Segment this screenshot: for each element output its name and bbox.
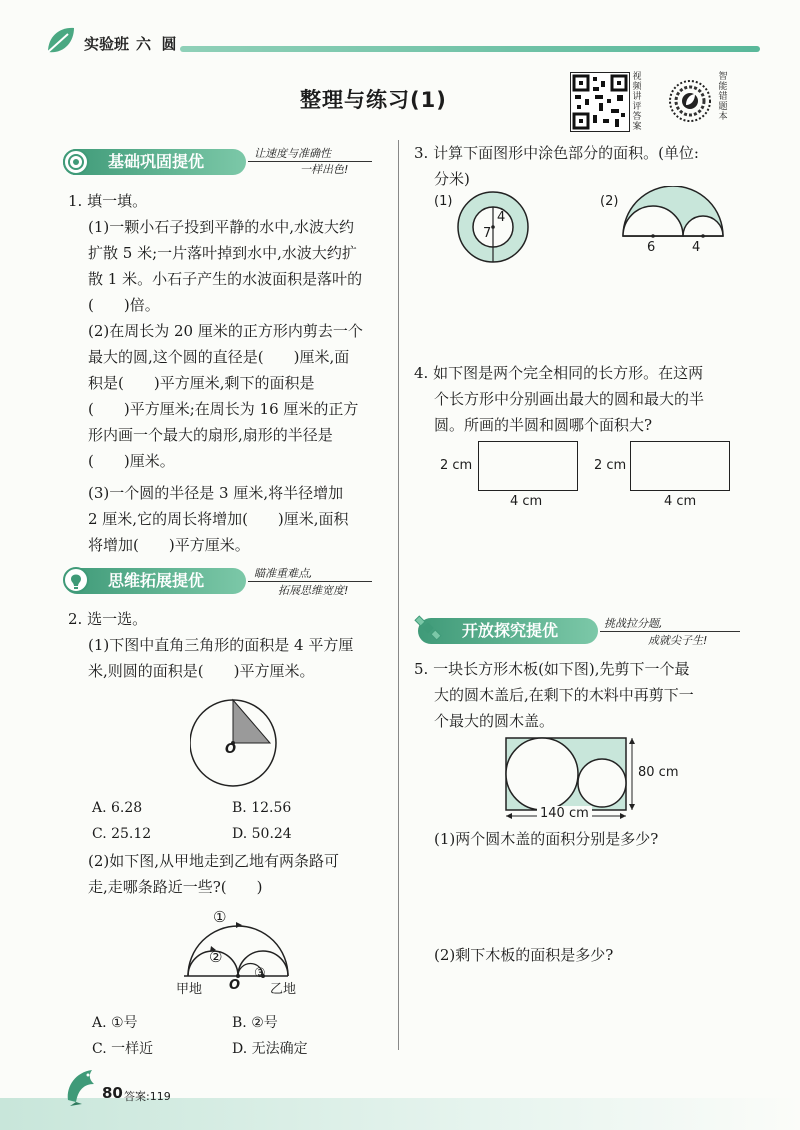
section-slogan-2b: 拓展思维宽度! — [278, 584, 349, 597]
rect1-height-label: 2 cm — [440, 458, 473, 473]
header-rule — [180, 46, 760, 52]
q3-fig2-label: (2) — [600, 194, 619, 209]
slogan-rule — [600, 631, 740, 632]
right-diameter-label: 4 — [692, 240, 701, 255]
inner-radius-label: 4 — [497, 210, 506, 225]
semicircles-figure — [618, 186, 728, 242]
section-slogan-3b: 成就尖子生! — [648, 634, 708, 647]
q2-2-option-d[interactable]: D. 无法确定 — [232, 1041, 308, 1057]
two-paths-figure — [180, 912, 310, 982]
target-icon-front — [62, 148, 90, 176]
section-slogan-2a: 瞄准重难点, — [254, 567, 313, 580]
q5-subquestion-1: (1)两个圆木盖的面积分别是多少? — [434, 830, 659, 848]
section-slogan-1a: 让速度与准确性 — [254, 147, 331, 160]
lightbulb-icon — [62, 566, 90, 594]
q2-1-option-c[interactable]: C. 25.12 — [92, 826, 152, 842]
rectangle-1 — [478, 441, 578, 491]
q5-subquestion-2: (2)剩下木板的面积是多少? — [434, 946, 614, 964]
q3-fig1-label: (1) — [434, 194, 453, 209]
end-point-label: 乙地 — [270, 982, 297, 997]
slogan-rule — [248, 161, 372, 162]
section-slogan-1b: 一样出色! — [300, 163, 349, 176]
qr-right-caption: 智能错题本 — [718, 72, 728, 122]
q1-heading: 1. 填一填。 — [68, 192, 148, 210]
q1-part2: (2)在周长为 20 厘米的正方形内剪去一个 最大的圆,这个圆的直径是( )厘米,面 积是( )平方厘米,剩下的面积是 ( )平方厘米;在周长为 16 厘米的正方 形内画一个最大的扇形,扇形的半径是 ( )厘米。 — [88, 322, 363, 470]
column-divider — [398, 140, 399, 1050]
section-banner-basic: 基础巩固提优 — [64, 149, 246, 175]
outer-radius-label: 7 — [483, 226, 492, 241]
left-diameter-label: 6 — [647, 240, 656, 255]
q2-heading: 2. 选一选。 — [68, 610, 148, 628]
rectangle-2 — [630, 441, 730, 491]
path-label-1: ① — [213, 908, 227, 926]
slogan-rule — [248, 581, 372, 582]
q2-part1: (1)下图中直角三角形的面积是 4 平方厘 米,则圆的面积是( )平方厘米。 — [88, 636, 354, 680]
footer-band — [0, 1098, 800, 1130]
book-name: 实验班 — [84, 35, 130, 53]
q2-1-option-a[interactable]: A. 6.28 — [92, 800, 143, 816]
q3-prompt: 3. 计算下面图形中涂色部分的面积。(单位: 分米) — [414, 144, 699, 188]
board-height-label: 80 cm — [638, 765, 679, 780]
smart-code-icon[interactable] — [668, 72, 712, 130]
q5-prompt: 5. 一块长方形木板(如下图),先剪下一个最 大的圆木盖后,在剩下的木料中再剪下一 个最大的圆木盖。 — [414, 660, 694, 730]
q1-part1: (1)一颗小石子投到平静的水中,水波大约 扩散 5 米;一片落叶掉到水中,水波大约扩 散 1 米。小石子产生的水波面积是落叶的 ( )倍。 — [88, 218, 363, 314]
qr-code-icon[interactable] — [570, 72, 630, 132]
q4-prompt: 4. 如下图是两个完全相同的长方形。在这两 个长方形中分别画出最大的圆和最大的半 圆。所画的半圆和圆哪个面积大? — [414, 364, 705, 434]
circle-center-label: O — [225, 742, 237, 757]
q2-part2: (2)如下图,从甲地走到乙地有两条路可 走,走哪条路近一些?( ) — [88, 852, 340, 896]
q2-1-option-b[interactable]: B. 12.56 — [232, 800, 292, 816]
q2-2-option-b[interactable]: B. ②号 — [232, 1015, 278, 1031]
ring-figure — [456, 190, 530, 264]
answer-reference: 答案:119 — [124, 1090, 171, 1103]
board-width-label: 140 cm — [537, 806, 592, 821]
q2-1-option-d[interactable]: D. 50.24 — [232, 826, 292, 842]
dolphin-icon — [62, 1066, 100, 1108]
rect2-height-label: 2 cm — [594, 458, 627, 473]
path-label-2: ② — [209, 948, 223, 966]
rect1-width-label: 4 cm — [510, 494, 543, 509]
section-banner-open: 开放探究提优 — [418, 618, 598, 644]
section-banner-thinking: 思维拓展提优 — [64, 568, 246, 594]
start-point-label: 甲地 — [176, 982, 203, 997]
satellite-icon — [414, 614, 442, 642]
path-label-3: ③ — [254, 966, 266, 981]
grade-label: 六 圆 — [136, 35, 177, 53]
path-center-label: O — [229, 978, 241, 993]
rect2-width-label: 4 cm — [664, 494, 697, 509]
leaf-logo-icon — [44, 24, 78, 58]
circle-triangle-figure — [190, 696, 300, 792]
section-slogan-3a: 挑战拉分题, — [604, 617, 663, 630]
qr-left-caption: 视频讲评答案 — [632, 72, 642, 132]
q2-2-option-a[interactable]: A. ①号 — [92, 1015, 138, 1031]
q2-2-option-c[interactable]: C. 一样近 — [92, 1041, 154, 1057]
page-number: 80 — [102, 1084, 123, 1102]
q1-part3: (3)一个圆的半径是 3 厘米,将半径增加 2 厘米,它的周长将增加( )厘米,面积 将增加( )平方厘米。 — [88, 484, 349, 554]
page-title: 整理与练习(1) — [300, 88, 447, 112]
